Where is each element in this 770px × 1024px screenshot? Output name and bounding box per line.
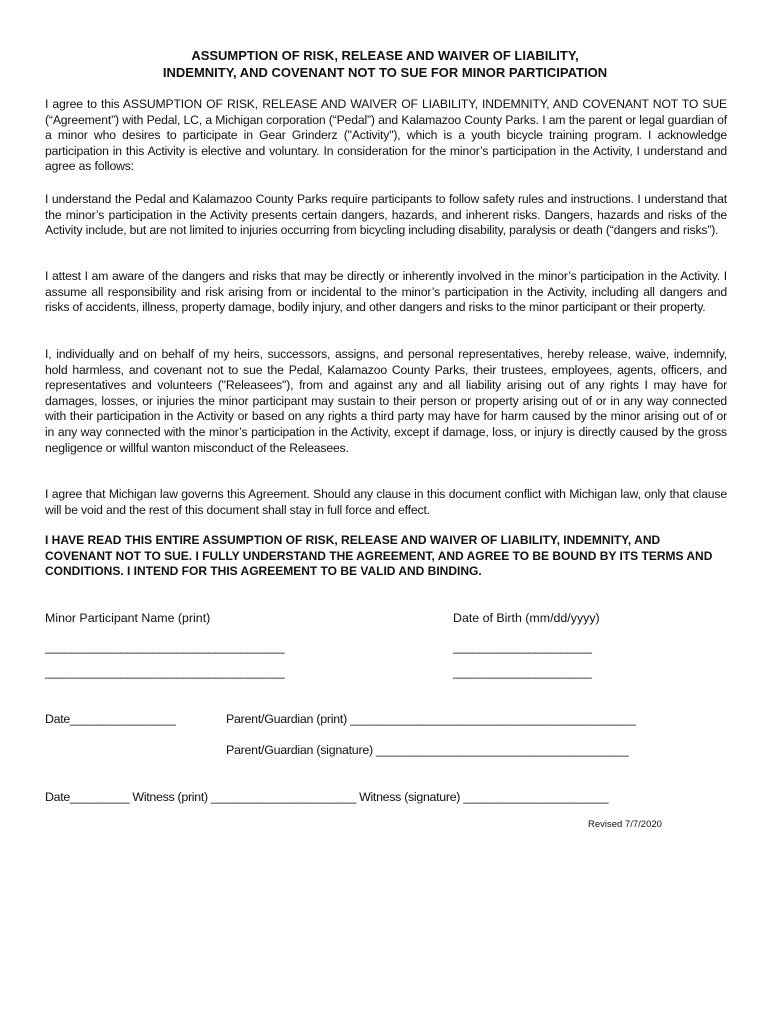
- document-title: [40, 47, 730, 81]
- revision-date: Revised 7/7/2020: [588, 819, 662, 830]
- dob-line-1[interactable]: ______________________: [453, 640, 592, 654]
- guardian-signature-field[interactable]: Parent/Guardian (signature) ______________________________________: [226, 743, 629, 757]
- guardian-print-field[interactable]: Parent/Guardian (print) ___________________________________________: [226, 712, 636, 726]
- paragraph-dangers: I understand the Pedal and Kalamazoo County Parks require participants to follow safety rules and instructions. I understand that the minor’s participation in the Activity presents certain dangers, hazards, and inherent risks. Dangers, hazards and risks of the Activity include, but are not limited to injuries occurring from bicycling including disability, paralysis or death (“dangers and risks”).: [45, 192, 727, 238]
- dob-line-2[interactable]: ______________________: [453, 665, 592, 679]
- title-line-2: INDEMNITY, AND COVENANT NOT TO SUE FOR MINOR PARTICIPATION: [162, 65, 608, 80]
- paragraph-governing-law: I agree that Michigan law governs this Agreement. Should any clause in this document conflict with Michigan law, only that clause will be void and the rest of this document shall stay in full force and effect.: [45, 487, 727, 517]
- date-field-row1[interactable]: Date________________: [45, 712, 176, 726]
- paragraph-assumption: I attest I am aware of the dangers and risks that may be directly or inherently involved in the minor’s participation in the Activity. I assume all responsibility and risk arising from or incidental to the minor’s participation in the Activity, including all dangers and risks of accidents, illness, property damage, bodily injury, and other dangers and risks to the minor participant or their property.: [45, 269, 727, 315]
- paragraph-release: I, individually and on behalf of my heirs, successors, assigns, and personal representatives, hereby release, waive, indemnify, hold harmless, and covenant not to sue the Pedal, Kalamazoo County Parks, their trustees, employees, agents, officers, and representatives and volunteers ("Releasees"), from and against any and all liability arising out of any rights I may have for damages, losses, or injuries the minor participant may sustain to their person or property arising out of or in any way connected with their participation in the Activity or based on any rights a third party may have for harm caused by the minor arising out of or in any way connected with the minor’s participation in the Activity, except if damage, loss, or injury is directly caused by the gross negligence or willful wanton misconduct of the Releasees.: [45, 347, 727, 455]
- dob-label: Date of Birth (mm/dd/yyyy): [453, 611, 600, 625]
- minor-name-line-2[interactable]: ______________________________________: [45, 665, 285, 679]
- acknowledgement-statement: I HAVE READ THIS ENTIRE ASSUMPTION OF RISK, RELEASE AND WAIVER OF LIABILITY, INDEMNITY, AND COVENANT NOT TO SUE. I FULLY UNDERSTAND THE AGREEMENT, AND AGREE TO BE BOUND BY ITS TERMS AND CONDITIONS. I INTEND FOR THIS AGREEMENT TO BE VALID AND BINDING.: [45, 533, 713, 579]
- paragraph-agreement-intro: I agree to this ASSUMPTION OF RISK, RELEASE AND WAIVER OF LIABILITY, INDEMNITY, AND COVENANT NOT TO SUE (“Agreement”) with Pedal, LC, a Michigan corporation (“Pedal”) and Kalamazoo County Parks. I am the parent or legal guardian of a minor who desires to participate in Gear Grinderz ("Activity"), which is a youth bicycle training program. I acknowledge participation in this Activity is elective and voluntary. In consideration for the minor’s participation in the Activity, I understand and agree as follows:: [45, 97, 727, 174]
- witness-row[interactable]: Date_________ Witness (print) ______________________ Witness (signature) ______________________: [45, 790, 609, 804]
- minor-name-label: Minor Participant Name (print): [45, 611, 211, 625]
- minor-name-line-1[interactable]: ______________________________________: [45, 640, 285, 654]
- title-line-1: ASSUMPTION OF RISK, RELEASE AND WAIVER OF LIABILITY,: [191, 48, 579, 63]
